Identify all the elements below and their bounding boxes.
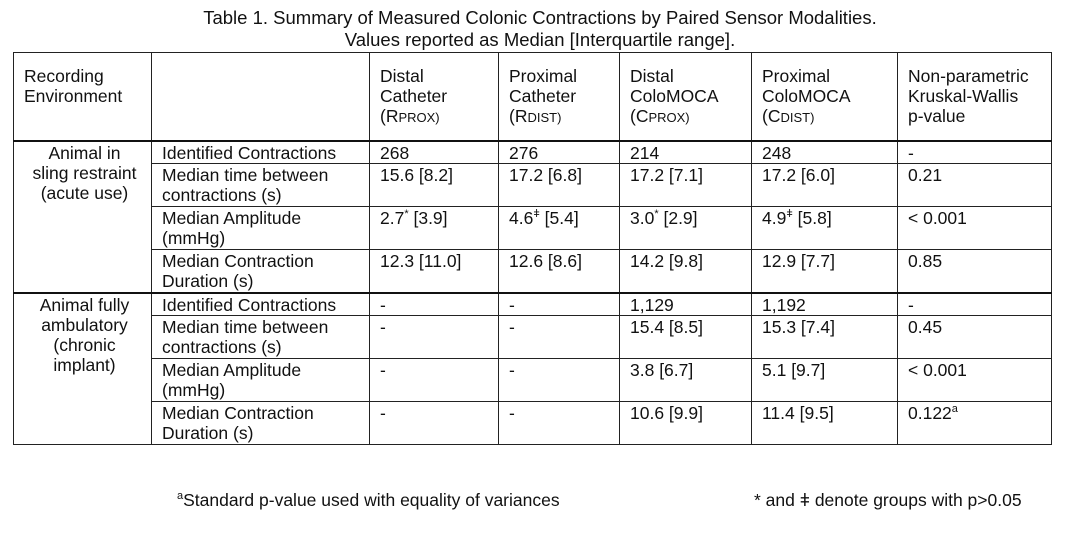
table-row [14, 316, 1052, 359]
cell-value: - [499, 359, 620, 402]
cell-value: - [499, 316, 620, 359]
metric-label: Median Contraction Duration (s) [152, 402, 370, 445]
metric-label: Median Amplitude (mmHg) [152, 207, 370, 250]
cell-value: 248 [752, 141, 898, 164]
cell-value: - [370, 316, 499, 359]
table-row [14, 164, 1052, 207]
cell-value: 5.1 [9.7] [752, 359, 898, 402]
cell-p-value: < 0.001 [898, 359, 1052, 402]
cell-value: 17.2 [6.8] [499, 164, 620, 207]
table-row [14, 293, 1052, 316]
cell-value: 10.6 [9.9] [620, 402, 752, 445]
table-row [14, 141, 1052, 164]
cell-p-value: - [898, 141, 1052, 164]
cell-value: 1,192 [752, 293, 898, 316]
metric-label: Identified Contractions [152, 141, 370, 164]
metric-label: Identified Contractions [152, 293, 370, 316]
cell-value: 276 [499, 141, 620, 164]
cell-value: 11.4 [9.5] [752, 402, 898, 445]
table-row [14, 359, 1052, 402]
header-metric [152, 53, 370, 142]
metric-label: Median Amplitude (mmHg) [152, 359, 370, 402]
cell-value: $4.9^ǂ$ [5.8] [752, 207, 898, 250]
cell-p-value: < 0.001 [898, 207, 1052, 250]
table-caption-line1: Table 1. Summary of Measured Colonic Contractions by Paired Sensor Modalities. [203, 7, 877, 28]
footnote-variance: $^a$Standard p-value used with equality of variances [177, 490, 560, 510]
footnote-significance: * and ǂ denote groups with p>0.05 [754, 490, 1022, 510]
header-distal-catheter: Distal Catheter (RPROX) [370, 53, 499, 142]
cell-value: - [370, 293, 499, 316]
header-proximal-colomoca: Proximal ColoMOCA (CDIST) [752, 53, 898, 142]
cell-value: 12.6 [8.6] [499, 250, 620, 294]
cell-p-value: 0.21 [898, 164, 1052, 207]
cell-value: - [370, 402, 499, 445]
cell-p-value: 0.85 [898, 250, 1052, 294]
table-row [14, 207, 1052, 250]
cell-value: 1,129 [620, 293, 752, 316]
cell-value: - [370, 359, 499, 402]
cell-value: 15.3 [7.4] [752, 316, 898, 359]
header-environment: Recording Environment [14, 53, 152, 142]
header-p-value: Non-parametric Kruskal-Wallis p-value [898, 53, 1052, 142]
cell-value: 12.9 [7.7] [752, 250, 898, 294]
cell-value: 3.8 [6.7] [620, 359, 752, 402]
cell-value: 17.2 [6.0] [752, 164, 898, 207]
metric-label: Median Contraction Duration (s) [152, 250, 370, 294]
cell-value: 14.2 [9.8] [620, 250, 752, 294]
cell-value: 15.4 [8.5] [620, 316, 752, 359]
cell-value: 17.2 [7.1] [620, 164, 752, 207]
environment-acute: Animal in sling restraint (acute use) [14, 141, 152, 293]
cell-value: $4.6^ǂ$ [5.4] [499, 207, 620, 250]
header-distal-colomoca: Distal ColoMOCA (CPROX) [620, 53, 752, 142]
environment-chronic: Animal fully ambulatory (chronic implant) [14, 293, 152, 445]
cell-value: - [499, 402, 620, 445]
cell-value: 3.0* [2.9] [620, 207, 752, 250]
header-proximal-catheter: Proximal Catheter (RDIST) [499, 53, 620, 142]
cell-value: 214 [620, 141, 752, 164]
cell-p-value: - [898, 293, 1052, 316]
contractions-table [13, 52, 1052, 445]
cell-value: - [499, 293, 620, 316]
metric-label: Median time between contractions (s) [152, 164, 370, 207]
cell-value: 15.6 [8.2] [370, 164, 499, 207]
table-row [14, 250, 1052, 294]
cell-p-value: 0.122$^a$ [898, 402, 1052, 445]
header-row [14, 53, 1052, 142]
cell-value: 268 [370, 141, 499, 164]
cell-value: 12.3 [11.0] [370, 250, 499, 294]
table-row [14, 402, 1052, 445]
cell-p-value: 0.45 [898, 316, 1052, 359]
cell-value: 2.7* [3.9] [370, 207, 499, 250]
table-caption-line2: Values reported as Median [Interquartile range]. [344, 29, 736, 50]
metric-label: Median time between contractions (s) [152, 316, 370, 359]
